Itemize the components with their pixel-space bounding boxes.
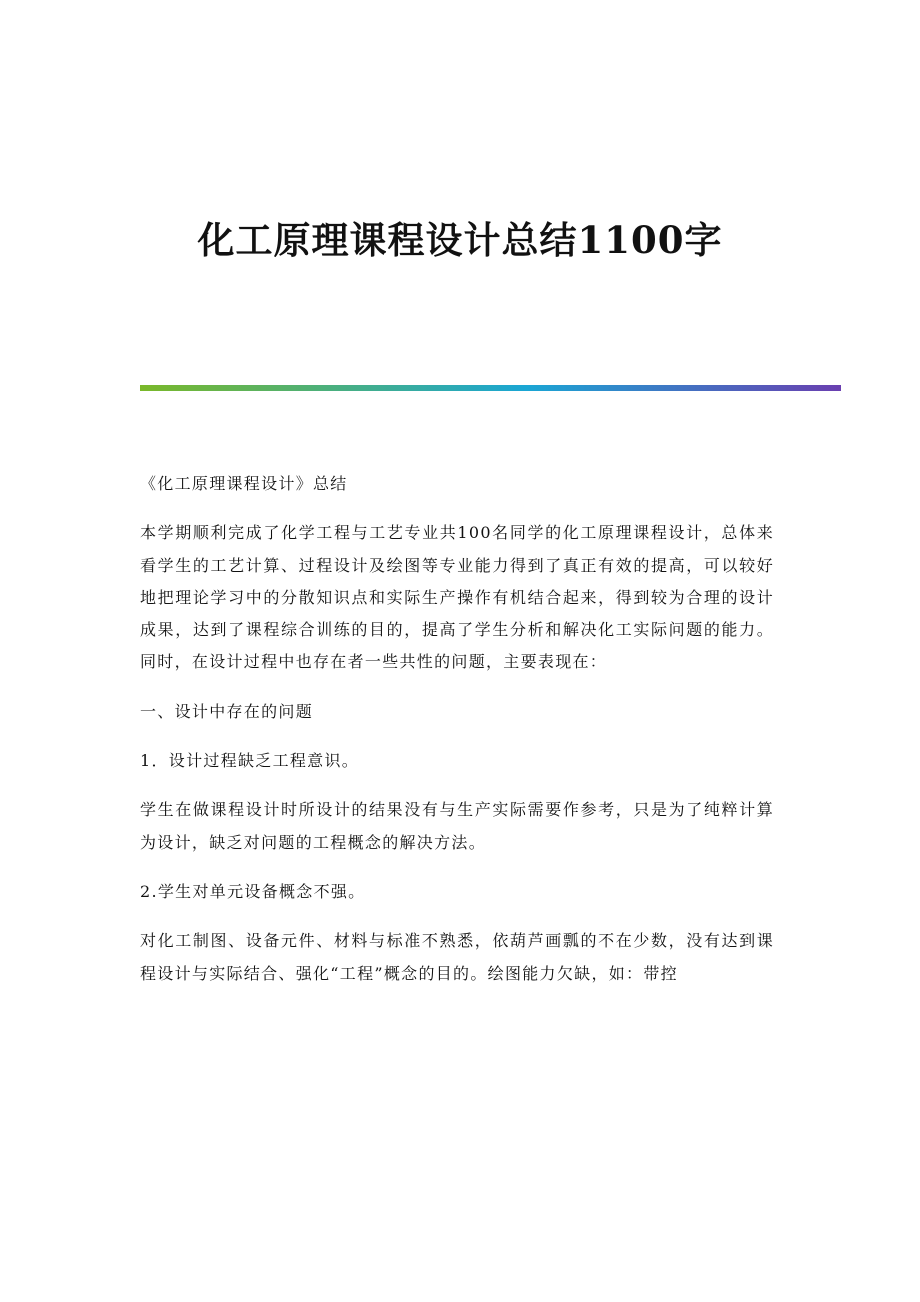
title-divider-bar xyxy=(140,385,841,391)
page-title: 化工原理课程设计总结1100字 xyxy=(197,218,723,262)
paragraph-item-2: 对化工制图、设备元件、材料与标准不熟悉，依葫芦画瓢的不在少数，没有达到课程设计与实际结合、强化“工程”概念的目的。绘图能力欠缺，如：带控 xyxy=(140,931,774,983)
paragraph-intro: 本学期顺利完成了化学工程与工艺专业共100名同学的化工原理课程设计，总体来看学生的工艺计算、过程设计及绘图等专业能力得到了真正有效的提高，可以较好地把理论学习中的分散知识点和实际生产操作有机结合起来，得到较为合理的设计成果，达到了课程综合训练的目的，提高了学生分析和解决化工实际问题的能力。同时，在设计过程中也存在者一些共性的问题，主要表现在： xyxy=(140,523,774,672)
document-body xyxy=(140,468,774,1007)
paragraph-item-1: 学生在做课程设计时所设计的结果没有与生产实际需要作参考，只是为了纯粹计算为设计，缺乏对问题的工程概念的解决方法。 xyxy=(140,800,774,852)
section-heading: 《化工原理课程设计》总结 xyxy=(140,474,348,493)
item-heading-1: 1．设计过程缺乏工程意识。 xyxy=(140,751,360,771)
item-heading-2: 2.学生对单元设备概念不强。 xyxy=(140,881,366,901)
section-heading-problems: 一、设计中存在的问题 xyxy=(140,701,314,721)
